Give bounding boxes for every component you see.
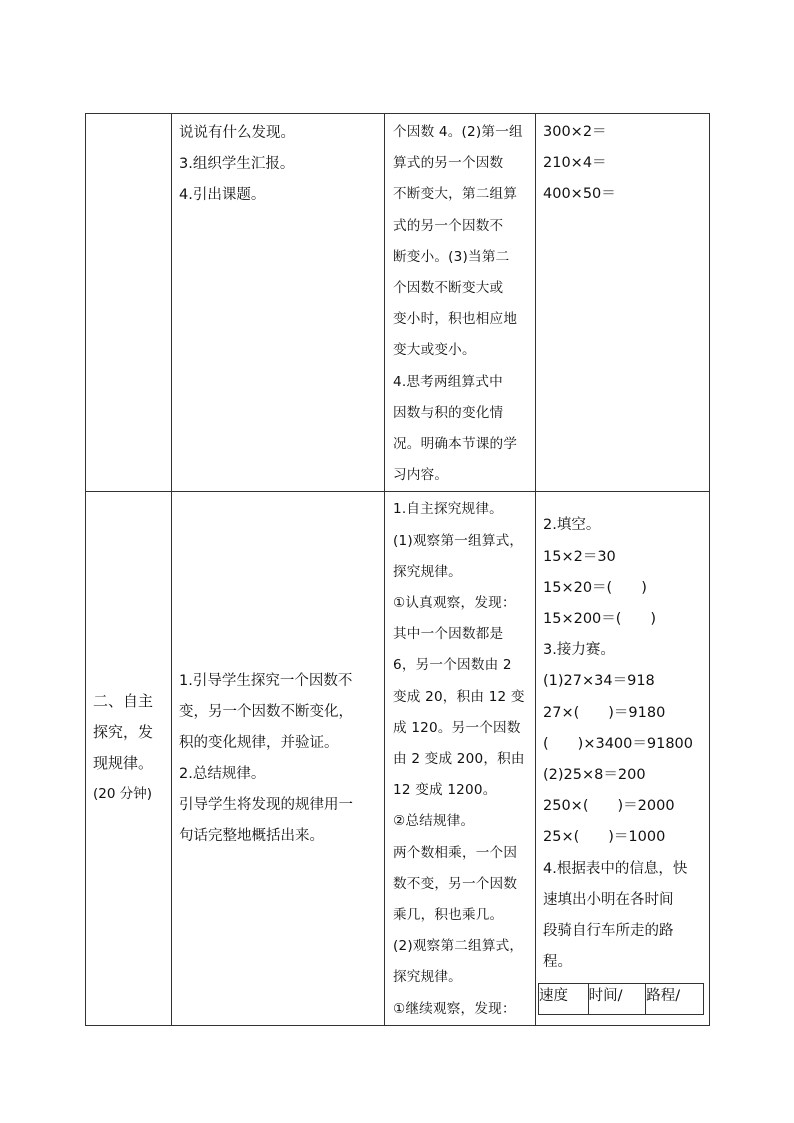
speed-time-distance-table [538,983,704,1015]
table-row [86,492,710,1025]
text-line: ①认真观察，发现： [393,595,516,612]
text-line: 4.根据表中的信息，快 [543,860,688,877]
text-line: 250×( )＝2000 [543,798,675,815]
text-line: 15×200＝( ) [543,611,657,628]
text-line: 式的另一个因数不 [393,217,504,234]
text-line: (2)观察第二组算式， [393,938,524,955]
teacher-activity-cell [172,492,385,1025]
table-header-row [539,984,704,1015]
text-line: 习内容。 [393,467,449,484]
text-line: 现规律。 [93,754,154,773]
header-cell-speed: 速度 [539,984,589,1015]
text-line: 探究，发 [93,723,154,742]
text-line: 算式的另一个因数 [393,155,504,172]
text-line: 程。 [543,954,572,971]
text-line: 300×2＝ [543,124,607,140]
text-line: 个因数 4。(2)第一组 [393,124,523,140]
text-line: 两个数相乘，一个因 [393,844,518,861]
text-line: 12 变成 1200。 [393,782,497,799]
text-line: 探究规律。 [393,563,462,580]
text-line: 2.总结规律。 [179,766,266,783]
text-line: 变小时，积也相应地 [393,311,518,328]
exercise-cell [536,492,710,1025]
text-line: 变，另一个因数不断变化， [179,704,353,721]
text-line: 二、自主 [93,692,154,711]
text-line: 15×2＝30 [543,548,616,565]
text-line: 数不变，另一个因数 [393,875,518,892]
text-line: 1.引导学生探究一个因数不 [179,673,353,690]
stage-cell [86,492,172,1025]
header-cell-distance: 路程/ [646,984,704,1015]
student-activity-cell [385,492,536,1025]
header-cell-time: 时间/ [588,984,646,1015]
text-line: 3.接力赛。 [543,642,615,659]
text-line: 探究规律。 [393,969,462,986]
text-line: 乘几，积也乘几。 [393,907,504,924]
table-row [86,114,710,492]
text-line: ②总结规律。 [393,813,475,830]
text-line: 2.填空。 [543,517,601,534]
student-activity-cell [385,114,536,492]
text-line: 况。明确本节课的学 [393,436,518,453]
text-line: 段骑自行车所走的路 [543,923,674,940]
text-line: 6，另一个因数由 2 [393,657,512,674]
text-line: 因数与积的变化情 [393,404,504,421]
text-line: 27×( )＝9180 [543,704,666,721]
text-line: 4.思考两组算式中 [393,373,503,390]
text-line: 变成 20，积由 12 变 [393,688,525,705]
text-line: 400×50＝ [543,186,616,203]
text-line: 4.引出课题。 [179,187,266,203]
text-line: 其中一个因数都是 [393,626,504,643]
text-line: 15×20＝( ) [543,579,647,596]
stage-cell [86,114,172,492]
text-line: 由 2 变成 200，积由 [393,751,525,768]
text-line: ①继续观察，发现： [393,1000,516,1017]
text-line: 1.自主探究规律。 [393,501,503,518]
text-line: 成 120。另一个因数 [393,719,521,736]
text-line: ( )×3400＝91800 [543,735,693,752]
text-line: 210×4＝ [543,155,607,172]
text-line: 说说有什么发现。 [179,125,295,141]
text-line: (1)观察第一组算式， [393,532,524,549]
teacher-activity-cell [172,114,385,492]
text-line: (1)27×34＝918 [543,673,655,690]
text-line: (20 分钟) [93,786,153,803]
exercise-cell [536,114,710,492]
text-line: 速填出小明在各时间 [543,891,674,908]
text-line: (2)25×8＝200 [543,767,646,784]
text-line: 句话完整地概括出来。 [179,828,324,845]
text-line: 不断变大，第二组算 [393,186,518,203]
text-line: 断变小。(3)当第二 [393,248,510,265]
lesson-plan-table [85,113,710,1026]
text-line: 变大或变小。 [393,342,476,359]
text-line: 3.组织学生汇报。 [179,156,295,172]
text-line: 个因数不断变大或 [393,280,504,297]
text-line: 积的变化规律，并验证。 [179,735,339,752]
text-line: 引导学生将发现的规律用一 [179,797,353,814]
text-line: 25×( )＝1000 [543,829,666,846]
